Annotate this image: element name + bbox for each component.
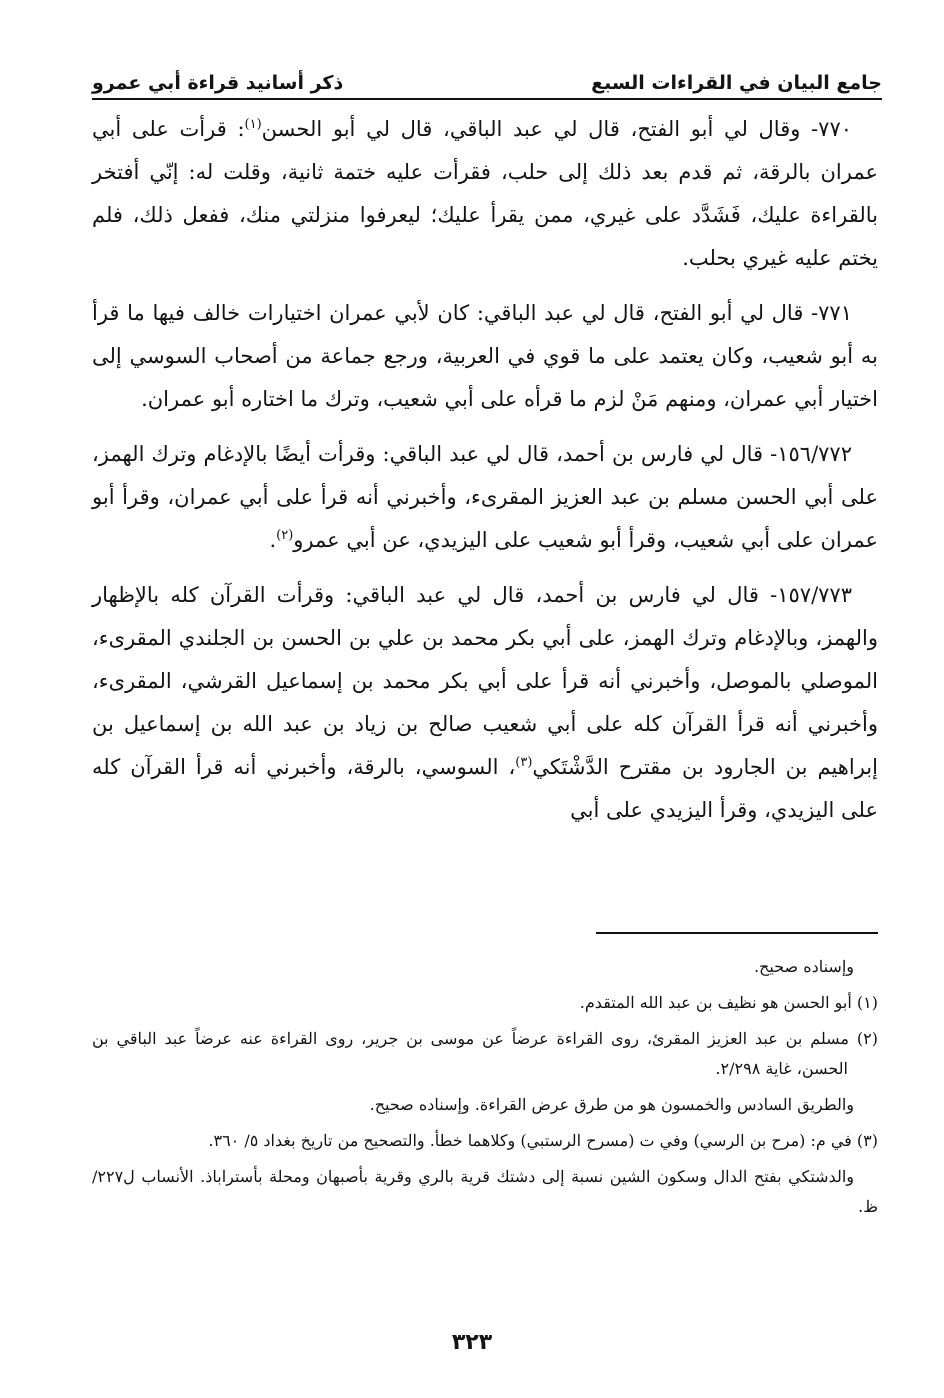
footnote-item: (٣) في م: (مرح بن الرسي) وفي ت (مسرح الرستبي) وكلاهما خطأ. والتصحيح من تاريخ بغداد ٥/ ٣٦٠. bbox=[208, 1131, 878, 1150]
paragraph-text: . bbox=[269, 528, 277, 552]
footnote-item: وإسناده صحيح. bbox=[753, 957, 854, 976]
footnote-item: والدشتكي بفتح الدال وسكون الشين نسبة إلى دشتك قرية بالري وقرية بأصبهان ومحلة بأستراباذ. الأنساب ل٢٢٧/ ظ. bbox=[92, 1167, 878, 1216]
footnote-ref[interactable]: (٣) bbox=[515, 755, 533, 770]
book-title: جامع البيان في القراءات السبع bbox=[591, 72, 882, 94]
paragraph-text: ١٥٧/٧٧٣- قال لي فارس بن أحمد، قال لي عبد الباقي: وقرأت القرآن كله بالإظهار والهمز، وبالإدغام وترك الهمز، على أبي بكر محمد بن علي بن الحسن بن الجلندي المقرىء، الموصلي بالموصل، وأخبرني أنه قرأ على أبي بكر محمد بن إسماعيل القرشي، المقرىء، وأخبرني أنه قرأ القرآن كله على أبي شعيب صالح بن زياد بن عبد الله بن إسماعيل بن إبراهيم بن الجارود بن مقترح الدَّشْتَكي bbox=[92, 583, 878, 779]
paragraph-771 bbox=[92, 292, 878, 421]
footnotes bbox=[92, 952, 878, 1228]
footnote-item: (٢) مسلم بن عبد العزيز المقرئ، روى القراءة عرضاً عن موسى بن جرير، روى القراءة عنه عرضاً عبد الباقي بن الحسن، غاية ٢/٢٩٨. bbox=[92, 1029, 878, 1078]
main-text bbox=[92, 108, 878, 844]
section-title: ذكر أسانيد قراءة أبي عمرو bbox=[92, 72, 344, 94]
paragraph-text: ١٥٦/٧٧٢- قال لي فارس بن أحمد، قال لي عبد الباقي: وقرأت أيضًا بالإدغام وترك الهمز، على أبي الحسن مسلم بن عبد العزيز المقرىء، وأخبرني أنه قرأ على أبي عمران، وقرأ أبو عمران على أبي شعيب، وقرأ أبو شعيب على اليزيدي، عن أبي عمرو bbox=[92, 442, 878, 552]
paragraph-text: ، السوسي، بالرقة، وأخبرني أنه قرأ القرآن كله على اليزيدي، وقرأ اليزيدي على أبي bbox=[92, 755, 878, 822]
running-header bbox=[92, 52, 882, 100]
footnote-separator bbox=[596, 932, 878, 934]
paragraph-text: ٧٧١- قال لي أبو الفتح، قال لي عبد الباقي: كان لأبي عمران اختيارات خالف فيها ما قرأ به أبو شعيب، وكان يعتمد على ما قوي في العربية، ورجع جماعة من أصحاب السوسي إلى اختيار أبي عمران، ومنهم مَنْ لزم ما قرأه على أبي شعيب، وترك ما اختاره أبو عمران. bbox=[92, 301, 878, 411]
page-number: ٣٢٣ bbox=[451, 1330, 493, 1355]
footnote-ref[interactable]: (٢) bbox=[276, 528, 294, 543]
footnote-item: والطريق السادس والخمسون هو من طرق عرض القراءة. وإسناده صحيح. bbox=[369, 1095, 854, 1114]
paragraph-773 bbox=[92, 574, 878, 832]
footnote-item: (١) أبو الحسن هو نظيف بن عبد الله المتقدم. bbox=[579, 993, 878, 1012]
paragraph-text: ٧٧٠- وقال لي أبو الفتح، قال لي عبد الباقي، قال لي أبو الحسن bbox=[261, 117, 853, 141]
paragraph-text: : قرأت على أبي عمران بالرقة، ثم قدم بعد ذلك إلى حلب، فقرأت عليه ختمة ثانية، وقلت له: إنّي أفتخر بالقراءة عليك، فَشَدَّد على غيري، ممن يقرأ عليك؛ ليعرفوا منزلتي منك، ففعل ذلك، فلم يختم عليه غيري بحلب. bbox=[92, 117, 878, 270]
paragraph-770 bbox=[92, 108, 878, 280]
paragraph-772 bbox=[92, 433, 878, 562]
footnote-ref[interactable]: (١) bbox=[244, 117, 262, 132]
